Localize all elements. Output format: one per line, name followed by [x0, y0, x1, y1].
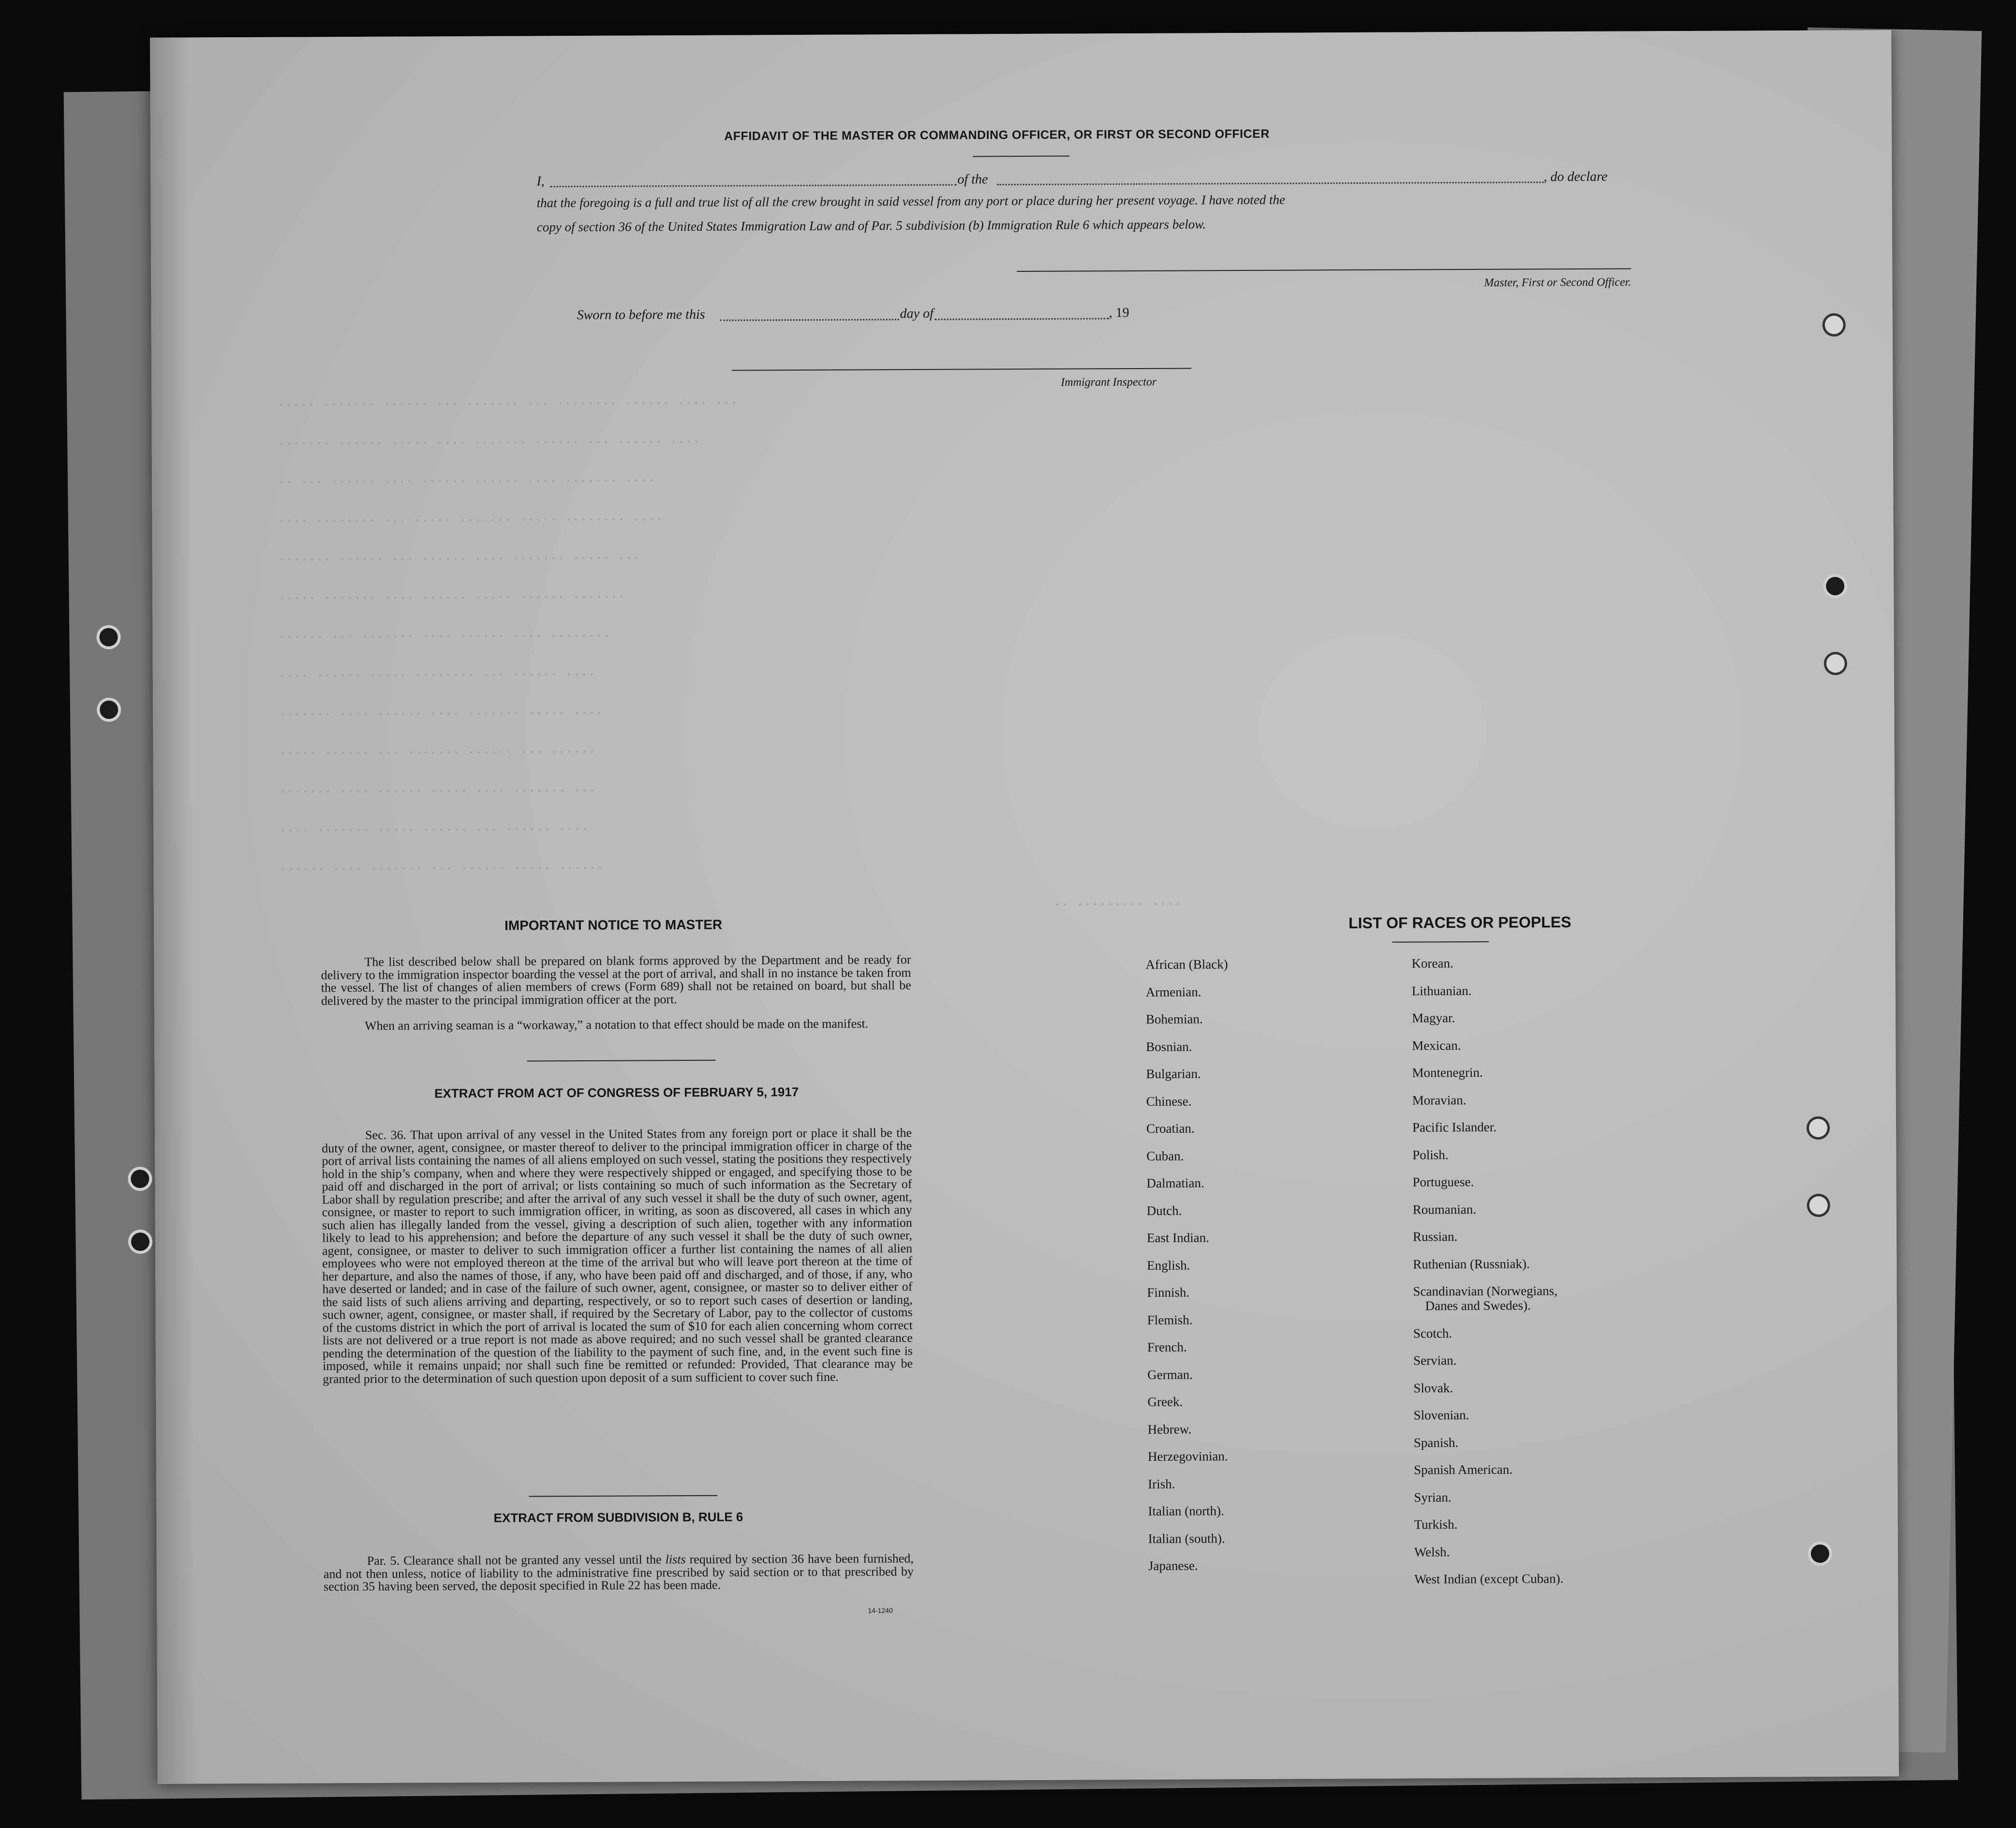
binding-hole — [1826, 654, 1845, 673]
sworn-month-blank[interactable] — [935, 318, 1109, 320]
race-item: Scandinavian (Norwegians, — [1413, 1283, 1557, 1299]
affidavit-title: AFFIDAVIT OF THE MASTER OR COMMANDING OFFICER, OR FIRST OR SECOND OFFICER — [724, 127, 1270, 143]
race-item: Chinese. — [1146, 1093, 1192, 1109]
race-item: Cuban. — [1146, 1148, 1184, 1163]
binding-hole — [131, 1233, 149, 1251]
extract-rule-text: Par. 5. Clearance shall not be granted any vessel until the lists required by section 36 have been furnished, and not then unless, notice of liability to the administrative fine prescribed by said section or to that prescribed by section 35 having been served, the deposit specified in Rule 22 has been made. — [323, 1551, 914, 1594]
affidavit-line-1 — [536, 169, 1630, 192]
race-item: Herzegovinian. — [1147, 1449, 1228, 1464]
race-item: Bulgarian. — [1146, 1066, 1201, 1081]
races-title: LIST OF RACES OR PEOPLES — [1348, 913, 1571, 932]
title-underline — [973, 156, 1069, 157]
divider — [527, 1060, 715, 1062]
race-item: Slovenian. — [1413, 1407, 1469, 1423]
race-item: Syrian. — [1414, 1489, 1452, 1504]
year-prefix-label: , 19 — [1109, 305, 1129, 321]
race-item: African (Black) — [1145, 957, 1228, 972]
declarant-label: I, — [536, 174, 545, 189]
inspector-label: Immigrant Inspector — [1061, 375, 1157, 389]
race-item: Armenian. — [1145, 984, 1201, 999]
binding-hole — [131, 1170, 149, 1188]
race-item: Spanish. — [1413, 1435, 1459, 1450]
form-sheet — [150, 30, 1899, 1784]
form-number: 14-1240 — [868, 1606, 893, 1615]
race-item: Finnish. — [1147, 1285, 1190, 1300]
race-item: Bosnian. — [1146, 1039, 1192, 1054]
sworn-day-blank[interactable] — [720, 319, 899, 321]
extract-rule-title: EXTRACT FROM SUBDIVISION B, RULE 6 — [493, 1509, 743, 1525]
race-item: English. — [1147, 1258, 1190, 1273]
race-item: Turkish. — [1414, 1517, 1458, 1532]
race-item: Mexican. — [1412, 1038, 1461, 1053]
extract-act-text: Sec. 36. That upon arrival of any vessel in the United States from any foreign port or place it shall be the duty of the owner, agent, consignee, or master thereof to deliver to the principal immigration officer in charge of the port of arrival lists containing the names of all aliens employed on such vessel, stating the positions they respectively hold in the ship’s company, when and where they were respectively shipped or engaged, and specifying those to be paid off and discharged in the port of arrival; or lists containing so much of such information as the Secretary of Labor shall by regulation prescribe; and after the arrival of any such vessel it shall be the duty of such owner, agent, consignee, or master to report to such immigration officer, in writing, as soon as discovered, all cases in which any such alien has illegally landed from the vessel, giving a description of such alien, together with any information likely to lead to his apprehension; and before the departure of any such vessel it shall be the duty of such owner, agent, consignee, or master to deliver to such immigration officer a further list containing the names of all alien employees who were not employed thereon at the time of the arrival but who will leave port thereon at the time of her departure, and also the names of those, if any, who have been paid off and discharged, and of those, if any, who have deserted or landed; and in case of the failure of such owner, agent, consignee, or master so to deliver either of the said lists of such aliens arriving and departing, respectively, or so to report such cases of desertion or landing, such owner, agent, consignee, or master shall, if required by the Secretary of Labor, pay to the collector of customs of the customs district in which the port of arrival is located the sum of $10 for each alien concerning whom correct lists are not delivered or a true report is not made as above required; and no such vessel shall be granted clearance pending the determination of the question of the liability to the payment of such fine, and, in the event such fine is imposed, while it remains unpaid; nor shall such fine be remitted or refunded: Provided, That clearance may be granted prior to the determination of such question upon deposit of a sum sufficient to cover such fine. — [322, 1126, 913, 1386]
race-item: East Indian. — [1146, 1230, 1210, 1245]
race-item: Korean. — [1411, 956, 1453, 971]
divider — [529, 1495, 717, 1497]
races-title-underline — [1392, 941, 1489, 943]
binding-hole — [1811, 1545, 1829, 1563]
race-item: Irish. — [1148, 1476, 1175, 1491]
race-item: Pacific Islander. — [1412, 1119, 1497, 1135]
race-item: Scotch. — [1413, 1325, 1453, 1341]
binding-hole — [99, 628, 118, 646]
binding-hole — [1809, 1119, 1827, 1137]
race-item: Portuguese. — [1412, 1174, 1474, 1189]
affidavit-line-3: copy of section 36 of the United States Immigration Law and of Par. 5 subdivision (b) Immigration Rule 6 which appears below. — [536, 217, 1206, 235]
race-item: Greek. — [1147, 1394, 1183, 1409]
do-declare-label: , do declare — [1543, 169, 1608, 185]
binding-hole — [1825, 316, 1843, 334]
of-the-label: of the — [957, 172, 988, 187]
race-item: Moravian. — [1412, 1092, 1467, 1108]
affidavit-line-2: that the foregoing is a full and true list of all the crew brought in said vessel from any port or place during her present voyage. I have noted the — [536, 192, 1285, 210]
race-item: Japanese. — [1148, 1558, 1198, 1573]
race-item: Bohemian. — [1145, 1011, 1203, 1026]
master-signature-label: Master, First or Second Officer. — [1484, 276, 1631, 289]
race-item: Montenegrin. — [1412, 1065, 1483, 1080]
bleed-through-text: ..... ....... ...... ... ....... ... ........ ...... .... ... ....... ...... ..... .... ....... ...... ... ...... .... .. ... ...... .... ...... ...... .... ....... .... .... ........ ... ..... ....... ..... ........ .... ....... ...... ... ...... .... ....... ..... ... ..... ....... .... ...... ..... ...... ....... ...... ... ....... .... ...... .... ........ .... ...... ..... ........ ... ...... .... ....... .... ...... .... ....... ..... .... ..... ...... ... ....... ...... ... ...... ....... .... ...... ..... .... ....... ... .... ....... ..... ...... ... ...... .... ...... .... ....... ... ...... ..... ...... .. ......... .... — [277, 393, 1182, 909]
race-item: German. — [1147, 1367, 1193, 1382]
race-item: Hebrew. — [1147, 1422, 1192, 1437]
race-item: Spanish American. — [1414, 1462, 1513, 1477]
notice-title: IMPORTANT NOTICE TO MASTER — [504, 917, 723, 933]
race-item: Ruthenian (Russniak). — [1413, 1256, 1530, 1272]
race-item: Italian (south). — [1148, 1531, 1225, 1546]
race-item: Dutch. — [1146, 1203, 1182, 1218]
race-item: Russian. — [1412, 1229, 1458, 1244]
race-item: Dalmatian. — [1146, 1175, 1204, 1190]
extract-act-title: EXTRACT FROM ACT OF CONGRESS OF FEBRUARY 5, 1917 — [434, 1085, 799, 1101]
binding-hole — [1809, 1196, 1828, 1215]
race-item: French. — [1147, 1339, 1187, 1354]
master-signature-line[interactable] — [1017, 268, 1631, 272]
race-item: Flemish. — [1147, 1312, 1193, 1327]
binding-hole — [1826, 577, 1844, 595]
notice-paragraph-2: When an arriving seaman is a “workaway,” a notation to that effect should be made on the manifest. — [364, 1016, 869, 1033]
notice-paragraph-1: The list described below shall be prepared on blank forms approved by the Department and be ready for delivery to the immigration inspector boarding the vessel at the port of arrival, and shall in no instance be taken from the vessel. The list of changes of alien members of crews (Form 689) shall not be retained on board, but shall be delivered by the master to the principal immigration officer at the port. — [321, 952, 911, 1008]
day-of-label: day of — [900, 306, 934, 322]
race-item: Polish. — [1412, 1147, 1449, 1162]
race-item: Italian (north). — [1148, 1503, 1224, 1518]
race-item: Slovak. — [1413, 1380, 1453, 1395]
race-item: Magyar. — [1411, 1011, 1455, 1025]
sworn-before-label: Sworn to before me this — [577, 307, 705, 323]
race-item: Danes and Swedes). — [1425, 1298, 1531, 1313]
binding-hole — [100, 700, 118, 719]
inspector-signature-line[interactable] — [732, 368, 1191, 371]
race-item: Welsh. — [1414, 1544, 1450, 1559]
race-item: Servian. — [1413, 1353, 1457, 1368]
race-item: West Indian (except Cuban). — [1414, 1571, 1564, 1587]
race-item: Lithuanian. — [1411, 983, 1472, 998]
race-item: Roumanian. — [1412, 1202, 1477, 1217]
race-item: Croatian. — [1146, 1121, 1195, 1136]
